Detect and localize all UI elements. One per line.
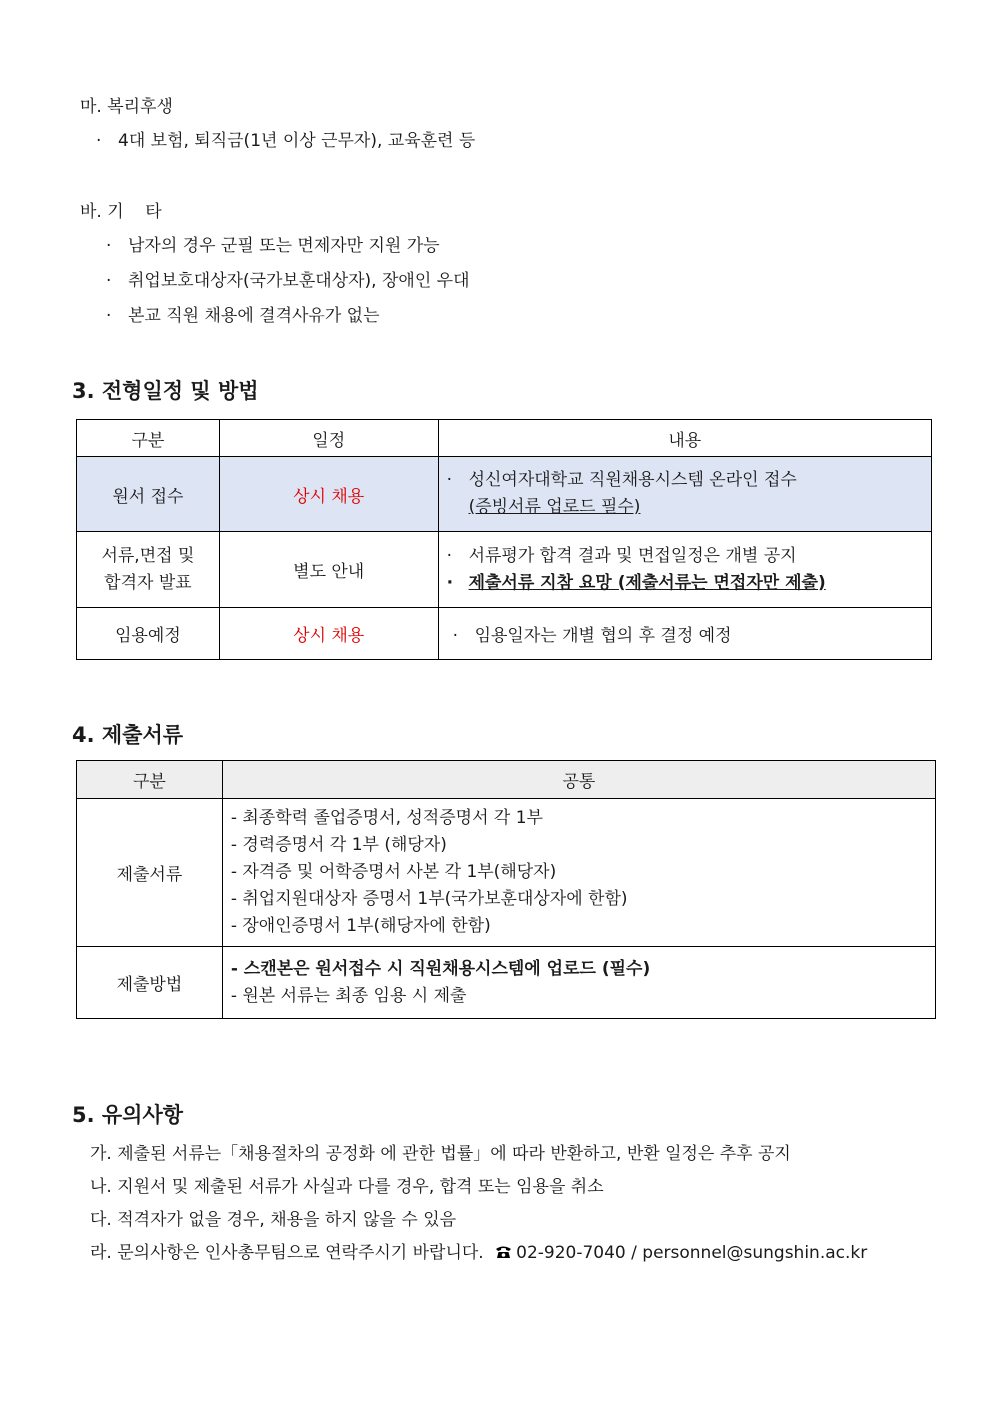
schedule-category: 서류,면접 및 합격자 발표 bbox=[77, 532, 220, 608]
documents-table bbox=[76, 760, 936, 1019]
documents-header-category: 구분 bbox=[77, 761, 223, 799]
schedule-table bbox=[76, 419, 932, 660]
list-item: - 원본 서류는 최종 임용 시 제출 bbox=[230, 985, 467, 1006]
schedule-content: · 서류평가 합격 결과 및 면접일정은 개별 공지 · 제출서류 지참 요망 (제출서류는 면접자만 제출) bbox=[438, 532, 931, 608]
documents-category: 제출서류 bbox=[77, 799, 223, 947]
schedule-header-category: 구분 bbox=[77, 420, 220, 457]
welfare-heading: 마. 복리후생 bbox=[80, 97, 173, 117]
note-item: 라. 문의사항은 인사총무팀으로 연락주시기 바랍니다. 02-920-7040 / personnel@sungshin.ac.kr bbox=[90, 1243, 868, 1263]
schedule-category: 임용예정 bbox=[77, 608, 220, 660]
misc-item: · 취업보호대상자(국가보훈대상자), 장애인 우대 bbox=[106, 271, 470, 291]
note-item: 나. 지원서 및 제출된 서류가 사실과 다를 경우, 합격 또는 임용을 취소 bbox=[90, 1177, 604, 1197]
schedule-header-date: 일정 bbox=[219, 420, 438, 457]
misc-item: · 남자의 경우 군필 또는 면제자만 지원 가능 bbox=[106, 236, 440, 256]
phone-icon bbox=[495, 1245, 512, 1259]
list-item: - 스캔본은 원서접수 시 직원채용시스템에 업로드 (필수) bbox=[230, 958, 651, 979]
schedule-row bbox=[77, 457, 932, 532]
documents-category: 제출방법 bbox=[77, 947, 223, 1019]
misc-item: · 본교 직원 채용에 결격사유가 없는 bbox=[106, 306, 380, 326]
documents-title: 4. 제출서류 bbox=[72, 723, 184, 747]
list-item: - 경력증명서 각 1부 (해당자) bbox=[230, 835, 447, 855]
schedule-content: · 임용일자는 개별 협의 후 결정 예정 bbox=[438, 608, 931, 660]
documents-row bbox=[77, 799, 936, 947]
schedule-row bbox=[77, 608, 932, 660]
note-item: 가. 제출된 서류는「채용절차의 공정화 에 관한 법률」에 따라 반환하고, 반환 일정은 추후 공지 bbox=[90, 1144, 791, 1164]
documents-row bbox=[77, 947, 936, 1019]
schedule-category: 원서 접수 bbox=[77, 457, 220, 532]
schedule-date: 상시 채용 bbox=[219, 608, 438, 660]
list-item: - 취업지원대상자 증명서 1부(국가보훈대상자에 한함) bbox=[230, 889, 628, 909]
schedule-date: 상시 채용 bbox=[219, 457, 438, 532]
list-item: - 최종학력 졸업증명서, 성적증명서 각 1부 bbox=[230, 808, 543, 828]
documents-list bbox=[222, 947, 935, 1019]
documents-header-common: 공통 bbox=[222, 761, 935, 799]
documents-list bbox=[222, 799, 935, 947]
note-item: 다. 적격자가 없을 경우, 채용을 하지 않을 수 있음 bbox=[90, 1210, 457, 1230]
schedule-header-content: 내용 bbox=[438, 420, 931, 457]
notes-title: 5. 유의사항 bbox=[72, 1103, 184, 1127]
list-item: - 자격증 및 어학증명서 사본 각 1부(해당자) bbox=[230, 862, 557, 882]
schedule-date: 별도 안내 bbox=[219, 532, 438, 608]
misc-heading: 바. 기 타 bbox=[80, 202, 162, 222]
schedule-title: 3. 전형일정 및 방법 bbox=[72, 379, 259, 403]
welfare-item: · 4대 보험, 퇴직금(1년 이상 근무자), 교육훈련 등 bbox=[96, 131, 476, 151]
list-item: - 장애인증명서 1부(해당자에 한함) bbox=[230, 916, 491, 936]
contact-info: 02-920-7040 / personnel@sungshin.ac.kr bbox=[516, 1243, 868, 1263]
schedule-content: · 성신여자대학교 직원채용시스템 온라인 접수 (증빙서류 업로드 필수) bbox=[438, 457, 931, 532]
schedule-row bbox=[77, 532, 932, 608]
